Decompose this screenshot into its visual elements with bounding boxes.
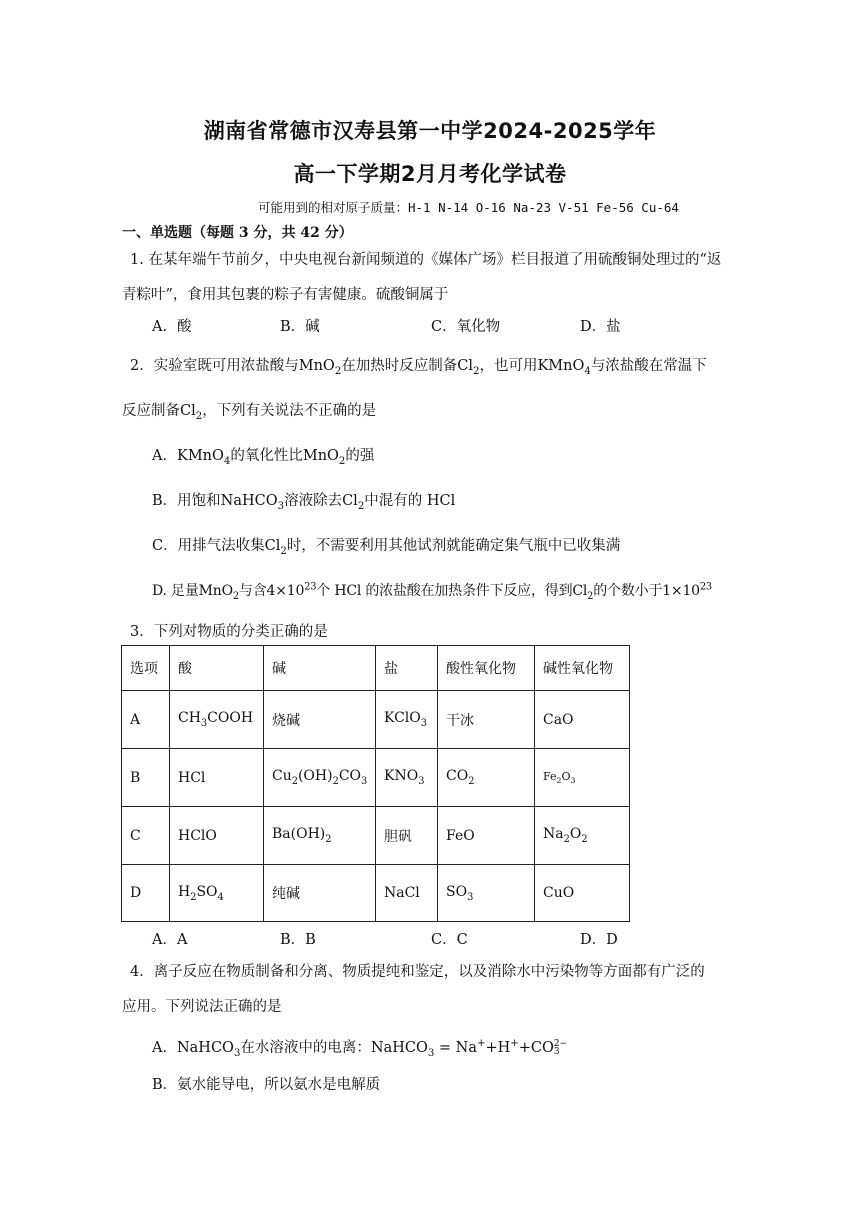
table-header-cell: 碱 <box>264 646 376 691</box>
table-header-cell: 盐 <box>376 646 438 691</box>
table-header-cell: 酸 <box>170 646 264 691</box>
table-cell: $KNO_3$ <box>376 749 438 807</box>
table-cell: $H_2SO_4$ <box>170 865 264 922</box>
table-cell: CuO <box>535 865 630 922</box>
q4-line2: 应用。下列说法正确的是 <box>122 999 282 1015</box>
q2-option-c: C．用排气法收集$Cl_2$时，不需要利用其他试剂就能确定集气瓶中已收集满 <box>152 538 621 557</box>
atomic-masses: 可能用到的相对原子质量：H-1 N-14 O-16 Na-23 V-51 Fe-56 Cu-64 <box>258 200 679 215</box>
table-header-cell: 酸性氧化物 <box>438 646 535 691</box>
q4-option-a: A．NaHCO$_3$在水溶液中的电离：NaHCO$_3$ = Na++H++CO 2− 3 <box>152 1038 568 1059</box>
q4-line1: 4．离子反应在物质制备和分离、物质提纯和鉴定，以及消除水中污染物等方面都有广泛的 <box>130 964 705 980</box>
table-row <box>122 691 630 749</box>
table-cell: KClO$_3$ <box>376 691 438 749</box>
q2-line2: 反应制备$Cl_2$，下列有关说法不正确的是 <box>122 403 377 422</box>
table-row <box>122 865 630 922</box>
q1-option-c: C．氧化物 <box>431 319 501 335</box>
table-header-row <box>122 646 630 691</box>
doc-title-line1: 湖南省常德市汉寿县第一中学2024-2025学年 <box>203 119 657 143</box>
classification-table <box>121 645 630 922</box>
table-cell: $Na_2O_2$ <box>535 807 630 865</box>
table-cell: $Cu_2(OH)_2CO_3$ <box>264 749 376 807</box>
table-cell: 烧碱 <box>264 691 376 749</box>
table-cell: FeO <box>438 807 535 865</box>
q2-option-d: D. 足量MnO$_2$与含$4\times 10^{23}$个 HCl 的浓盐酸在加热条件下反应，得到$Cl_2$的个数小于$1\times 10^{23}$ <box>152 581 712 602</box>
q3-option-c: C．C <box>431 932 468 948</box>
table-cell: $CH_3COOH$ <box>170 691 264 749</box>
section-heading: 一、单选题（每题 3 分，共 42 分） <box>122 225 353 241</box>
q3-option-d: D．D <box>580 932 618 948</box>
table-row <box>122 807 630 865</box>
q4-option-b: B．氨水能导电，所以氨水是电解质 <box>152 1077 381 1093</box>
q1-line2: 青粽叶”，食用其包裹的粽子有害健康。硫酸铜属于 <box>122 287 449 303</box>
doc-title-line2: 高一下学期2月月考化学试卷 <box>293 162 567 186</box>
table-row <box>122 749 630 807</box>
table-cell: $CO_2$ <box>438 749 535 807</box>
q3-stem: 3．下列对物质的分类正确的是 <box>130 624 328 640</box>
q3-option-a: A．A <box>152 932 188 948</box>
q1-option-a: A．酸 <box>152 319 192 335</box>
q2-line1: 2．实验室既可用浓盐酸与MnO$_2$在加热时反应制备$Cl_2$，也可用KMnO$_4$与浓盐酸在常温下 <box>130 358 707 377</box>
q2-option-b: B．用饱和NaHCO$_3$溶液除去$Cl_2$中混有的 HCl <box>152 493 456 512</box>
table-cell: $Ba(OH)_2$ <box>264 807 376 865</box>
table-header-cell: 碱性氧化物 <box>535 646 630 691</box>
table-cell: A <box>122 691 170 749</box>
table-cell: 纯碱 <box>264 865 376 922</box>
table-cell: $SO_3$ <box>438 865 535 922</box>
table-header-cell: 选项 <box>122 646 170 691</box>
table-cell: HCl <box>170 749 264 807</box>
table-cell: 干冰 <box>438 691 535 749</box>
table-cell: D <box>122 865 170 922</box>
q1-option-b: B．碱 <box>280 319 320 335</box>
q1-line1: 1. 在某年端午节前夕，中央电视台新闻频道的《媒体广场》栏目报道了用硫酸铜处理过的“返 <box>130 252 722 268</box>
table-cell: 胆矾 <box>376 807 438 865</box>
table-cell: NaCl <box>376 865 438 922</box>
table-cell: B <box>122 749 170 807</box>
q1-option-d: D．盐 <box>580 319 621 335</box>
table-cell: CaO <box>535 691 630 749</box>
q2-option-a: A．KMnO$_4$的氧化性比MnO$_2$的强 <box>152 448 375 467</box>
q3-option-b: B．B <box>280 932 316 948</box>
table-cell: C <box>122 807 170 865</box>
table-cell: HClO <box>170 807 264 865</box>
table-cell: $Fe_2O_3$ <box>535 749 630 807</box>
